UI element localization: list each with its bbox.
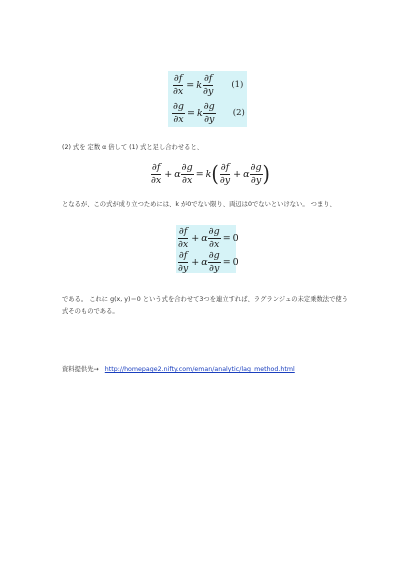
paragraph-line-2: となるが、この式が成り立つためには、k が0でない限り、両辺は0でないといけない。 つまり、 <box>62 201 336 208</box>
paragraph-line-3: である。 これに g(x, y)＝0 という式を合わせて3つを連立すれば、ラグランジュの未定乗数法で使う <box>62 296 348 303</box>
source-label: 資料提供先→ <box>62 366 99 373</box>
equation-1: $\frac{\partial f}{\partial x}$ = k $\frac{\partial f}{\partial y}$ (1) <box>173 73 244 97</box>
equation-3: $\frac{\partial f}{\partial x}$ + α $\frac{\partial g}{\partial x}$ = k ( $\frac{\partial f}{\partial y}$ + α $\frac{\partial g}{\partial y}$ ) <box>151 160 270 187</box>
equation-1-tag: (1) <box>231 80 244 90</box>
paragraph-line-4: 式そのものである。 <box>62 308 119 315</box>
source-line <box>62 364 295 373</box>
equation-2-tag: (2) <box>232 108 245 118</box>
equation-2: $\frac{\partial g}{\partial x}$ = k $\frac{\partial g}{\partial y}$ (2) <box>173 101 245 125</box>
equation-5: $\frac{\partial f}{\partial y}$ + α $\frac{\partial g}{\partial y}$ = 0 <box>178 250 239 274</box>
source-link[interactable]: http://homepage2.nifty.com/eman/analytic/lag_method.html <box>104 366 295 373</box>
paragraph-line-1: (2) 式を 定数 α 倍して (1) 式と足し合わせると、 <box>62 144 204 151</box>
equation-4: $\frac{\partial f}{\partial x}$ + α $\frac{\partial g}{\partial x}$ = 0 <box>178 226 239 250</box>
